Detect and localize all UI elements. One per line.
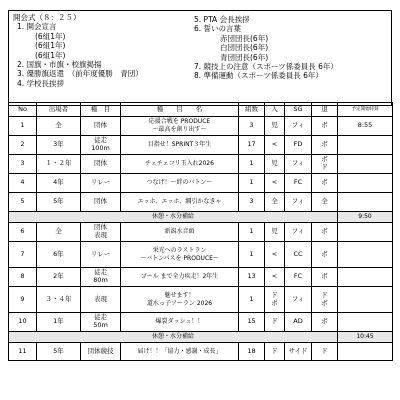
cell-no [9, 242, 37, 268]
cell-event-text: 届け！！「協力・感謝・成長」 [137, 347, 222, 355]
header-no: No [9, 103, 37, 117]
cell-no [9, 313, 37, 332]
cell-category [81, 155, 121, 174]
cell-category [81, 193, 121, 212]
cell-groups-text: 13 [247, 272, 256, 281]
cell-category-text: 表現 [94, 294, 107, 303]
ceremony-item: (6組1年) [35, 31, 66, 41]
cell-event [121, 117, 239, 136]
header-category: 種 目 [81, 103, 121, 117]
cell-no [9, 136, 37, 155]
cell-groups [239, 223, 265, 242]
cell-participants-text: 全 [55, 227, 62, 236]
ceremony-item: 青団団長(6年) [220, 52, 269, 62]
cell-exit [312, 223, 338, 242]
cell-sg [285, 242, 312, 268]
cell-event-text: 魅せます！ 道水っ子ソーラン 2026 [146, 291, 213, 307]
ceremony-item: 6. 誓いの言葉 [194, 24, 242, 34]
cell-exit [312, 136, 338, 155]
cell-category [81, 136, 121, 155]
cell-event [121, 136, 239, 155]
cell-entry [265, 287, 285, 313]
cell-groups-text: 3 [249, 197, 254, 206]
cell-time [338, 155, 393, 174]
cell-time [338, 174, 393, 193]
cell-participants [37, 174, 81, 193]
cell-groups [239, 343, 265, 361]
cell-event-text: チェチェコリ玉入れ2026 [145, 160, 214, 168]
ceremony-item: (6組1年) [35, 41, 66, 51]
cell-entry [265, 174, 285, 193]
cell-exit [312, 117, 338, 136]
cell-sg-text: フィ [291, 121, 305, 130]
cell-participants [37, 242, 81, 268]
cell-entry [265, 313, 285, 332]
cell-entry-text: ド [271, 346, 278, 355]
cell-event [121, 313, 239, 332]
header-entry: 入 [265, 103, 285, 117]
cell-exit [312, 343, 338, 361]
cell-participants-text: 全 [55, 121, 62, 130]
cell-category [81, 313, 121, 332]
cell-entry-text: < [271, 178, 278, 187]
cell-category-text: 徒走 100m [91, 136, 110, 152]
header-groups: 組数 [239, 103, 265, 117]
cell-groups-text: 1 [249, 249, 254, 258]
cell-exit [312, 155, 338, 174]
cell-exit [312, 193, 338, 212]
cell-participants [37, 343, 81, 361]
cell-exit-text: ボ [321, 178, 328, 187]
cell-category [81, 287, 121, 313]
cell-entry [265, 223, 285, 242]
cell-event [121, 155, 239, 174]
break-row [9, 212, 393, 223]
cell-sg-text: FC [293, 178, 303, 187]
cell-no [9, 117, 37, 136]
cell-event-text: 目指せ！SPRINT３年生 [147, 141, 212, 149]
cell-category-text: 団体 表現 [94, 223, 107, 239]
cell-event [121, 287, 239, 313]
cell-participants-text: １・２年 [45, 159, 72, 168]
cell-event-text: エッホ、エッホ、綱引かなきゃ [137, 198, 222, 206]
cell-sg [285, 193, 312, 212]
ceremony-item: 赤団団長(6年) [220, 33, 269, 43]
cell-participants-text: 5年 [53, 346, 64, 355]
ceremony-item: 4. 学校長挨拶 [17, 78, 65, 88]
cell-participants-text: 1年 [53, 317, 64, 326]
cell-no-text: 1 [20, 121, 25, 130]
cell-entry-text: < [271, 272, 278, 281]
cell-groups-text: 1 [249, 159, 254, 168]
cell-category-text: リレー [90, 178, 111, 187]
header-start-time: 予定開始時刻 [338, 103, 393, 117]
cell-category [81, 343, 121, 361]
cell-entry-text: ド ボ [271, 290, 278, 307]
cell-sg-text: FD [293, 140, 303, 149]
cell-groups [239, 242, 265, 268]
cell-entry [265, 136, 285, 155]
cell-sg [285, 287, 312, 313]
cell-time-text: 8:55 [357, 121, 373, 130]
table-row [9, 174, 393, 193]
cell-groups-text: 1 [249, 227, 254, 236]
cell-no-text: 7 [20, 249, 25, 258]
cell-entry [265, 242, 285, 268]
cell-no [9, 155, 37, 174]
header-participants: 出場者 [37, 103, 81, 117]
cell-category-text: 徒走 50m [93, 313, 108, 329]
cell-participants-text: 4年 [53, 178, 64, 187]
cell-category-text: リレー [90, 249, 111, 258]
cell-event [121, 193, 239, 212]
table-row [9, 155, 393, 174]
cell-event [121, 174, 239, 193]
cell-no [9, 343, 37, 361]
table-row [9, 287, 393, 313]
cell-sg-text: FC [293, 272, 303, 281]
cell-exit [312, 242, 338, 268]
cell-participants [37, 223, 81, 242]
cell-participants [37, 136, 81, 155]
cell-exit [312, 174, 338, 193]
cell-participants-text: 2年 [53, 272, 64, 281]
cell-event-text: 爆裂ダッシュ！！ [155, 318, 204, 326]
cell-sg [285, 155, 312, 174]
cell-category [81, 174, 121, 193]
cell-groups [239, 313, 265, 332]
cell-groups-text: 15 [247, 317, 256, 326]
cell-no-text: 5 [20, 197, 25, 206]
cell-groups [239, 136, 265, 155]
cell-exit-text: ボ [321, 121, 328, 130]
cell-sg [285, 268, 312, 287]
ceremony-item: 7. 競技上の注意（スポーツ係委員長 6年） [194, 62, 338, 72]
cell-entry-text: < [271, 140, 278, 149]
header-exit: 退 [312, 103, 338, 117]
table-row [9, 193, 393, 212]
cell-entry-text: 全 [271, 197, 278, 206]
cell-entry-text: 児 [271, 159, 278, 168]
cell-participants-text: 6年 [53, 249, 64, 258]
cell-no [9, 223, 37, 242]
cell-no [9, 287, 37, 313]
cell-event [121, 268, 239, 287]
cell-groups [239, 193, 265, 212]
cell-time [338, 343, 393, 361]
cell-no-text: 3 [20, 159, 25, 168]
program-table [8, 102, 393, 361]
cell-time [338, 242, 393, 268]
cell-sg-text: フィ [291, 294, 305, 303]
table-row [9, 313, 393, 332]
cell-exit [312, 268, 338, 287]
ceremony-item: 1. 開会宣言 [17, 22, 57, 32]
cell-entry [265, 117, 285, 136]
table-row [9, 343, 393, 361]
cell-exit-text: 全 [321, 197, 328, 206]
cell-event-text: 新潟水音頭 [164, 228, 195, 236]
header-event-name: 種 目 名 [121, 103, 239, 117]
cell-sg [285, 343, 312, 361]
cell-groups [239, 117, 265, 136]
break-label: 休憩・水分補給 [9, 212, 338, 223]
cell-event-text: ゴール まで全力疾走！2年生 [140, 273, 219, 281]
cell-groups-text: 1 [249, 178, 254, 187]
cell-entry [265, 155, 285, 174]
cell-entry [265, 343, 285, 361]
cell-entry [265, 193, 285, 212]
cell-entry-text: ド [271, 317, 278, 326]
cell-groups-text: 3 [249, 121, 254, 130]
ceremony-left-column [13, 13, 193, 88]
cell-category-text: 団体 [94, 159, 107, 168]
cell-groups [239, 155, 265, 174]
cell-no [9, 268, 37, 287]
table-row [9, 136, 393, 155]
cell-participants [37, 268, 81, 287]
cell-no-text: 8 [20, 272, 25, 281]
opening-ceremony-box [8, 10, 392, 106]
cell-category-text: 徒走 80m [93, 268, 108, 284]
cell-entry [265, 268, 285, 287]
cell-time [338, 268, 393, 287]
cell-sg-text: AD [293, 317, 303, 326]
cell-sg-text: サイド [288, 346, 308, 355]
ceremony-item: 3. 優勝旗返還 （前年度優勝 青団） [17, 69, 143, 79]
cell-sg-text: フィ [291, 227, 305, 236]
cell-groups-text: 17 [247, 140, 256, 149]
ceremony-title: 開会式（８：２５） [13, 13, 81, 22]
cell-groups [239, 287, 265, 313]
cell-exit [312, 313, 338, 332]
cell-sg [285, 174, 312, 193]
cell-exit-text: ボ [321, 227, 328, 236]
cell-no [9, 193, 37, 212]
cell-time [338, 136, 393, 155]
ceremony-right-column [194, 15, 390, 81]
cell-exit-text: ボ [321, 272, 328, 281]
cell-event [121, 343, 239, 361]
cell-no-text: 9 [20, 294, 25, 303]
cell-exit-text: ボ [321, 140, 328, 149]
cell-participants-text: 5年 [53, 197, 64, 206]
break-label: 休憩・水分補給 [9, 332, 338, 343]
cell-no-text: 10 [18, 317, 27, 326]
cell-category [81, 223, 121, 242]
cell-participants [37, 193, 81, 212]
table-row [9, 117, 393, 136]
cell-category [81, 117, 121, 136]
cell-participants [37, 117, 81, 136]
cell-entry-text: < [271, 249, 278, 258]
break-time: 10:45 [338, 332, 393, 343]
ceremony-item: 8. 準備運動（スポーツ係委員長 6年） [194, 71, 323, 81]
ceremony-item: 白団団長(6年) [220, 43, 269, 53]
cell-groups-text: 1 [249, 294, 254, 303]
header-sg: SG [285, 103, 312, 117]
cell-groups [239, 174, 265, 193]
cell-exit-text: ド [321, 346, 328, 355]
cell-no-text: 6 [20, 227, 25, 236]
ceremony-item: 5. PTA 会長挨拶 [194, 15, 250, 24]
ceremony-item: (6組1年) [35, 50, 66, 60]
cell-time [338, 287, 393, 313]
table-row [9, 242, 393, 268]
cell-category-text: 団体 [94, 121, 107, 130]
cell-exit-text: ボ ド [321, 155, 328, 171]
cell-exit [312, 287, 338, 313]
cell-sg [285, 136, 312, 155]
cell-participants-text: 3年 [53, 140, 64, 149]
cell-entry-text: 児 [271, 227, 278, 236]
table-row [9, 268, 393, 287]
cell-sg-text: CC [293, 249, 303, 258]
cell-sg-text: フィ [291, 197, 305, 206]
cell-exit-text: ド ボ [321, 290, 328, 307]
cell-no-text: 11 [18, 346, 27, 355]
cell-participants [37, 287, 81, 313]
cell-time [338, 313, 393, 332]
cell-sg-text: フィ [291, 159, 305, 168]
cell-no-text: 2 [20, 140, 25, 149]
cell-event [121, 242, 239, 268]
cell-no-text: 4 [20, 178, 25, 187]
cell-groups-text: 18 [247, 346, 256, 355]
cell-category-text: 団体 [94, 197, 107, 206]
cell-sg [285, 223, 312, 242]
cell-participants-text: ３・４年 [45, 294, 72, 303]
cell-time [338, 223, 393, 242]
cell-time [338, 193, 393, 212]
ceremony-item: 2. 国旗・市旗・校旗掲揚 [17, 60, 102, 70]
cell-event [121, 223, 239, 242]
cell-groups [239, 268, 265, 287]
cell-event-text: つなげ！〜絆のバトン〜 [146, 179, 213, 187]
cell-entry-text: 児 [271, 121, 278, 130]
cell-category-text: 団体競技 [87, 346, 114, 355]
cell-sg [285, 117, 312, 136]
cell-participants [37, 313, 81, 332]
table-row [9, 223, 393, 242]
cell-category [81, 242, 121, 268]
cell-participants [37, 155, 81, 174]
break-row [9, 332, 393, 343]
cell-exit-text: ボ [321, 317, 328, 326]
cell-no [9, 174, 37, 193]
cell-exit-text: ボ [321, 249, 328, 258]
cell-category [81, 268, 121, 287]
cell-sg [285, 313, 312, 332]
table-header-row [9, 103, 393, 117]
cell-time [338, 117, 393, 136]
cell-event-text: 応援合戦を PRODUCE 〜最高を創り出す〜 [148, 118, 211, 133]
cell-event-text: 栄光へのラストラン 〜バトンパスを PRODUCE〜 [140, 246, 219, 262]
break-time: 9:50 [338, 212, 393, 223]
